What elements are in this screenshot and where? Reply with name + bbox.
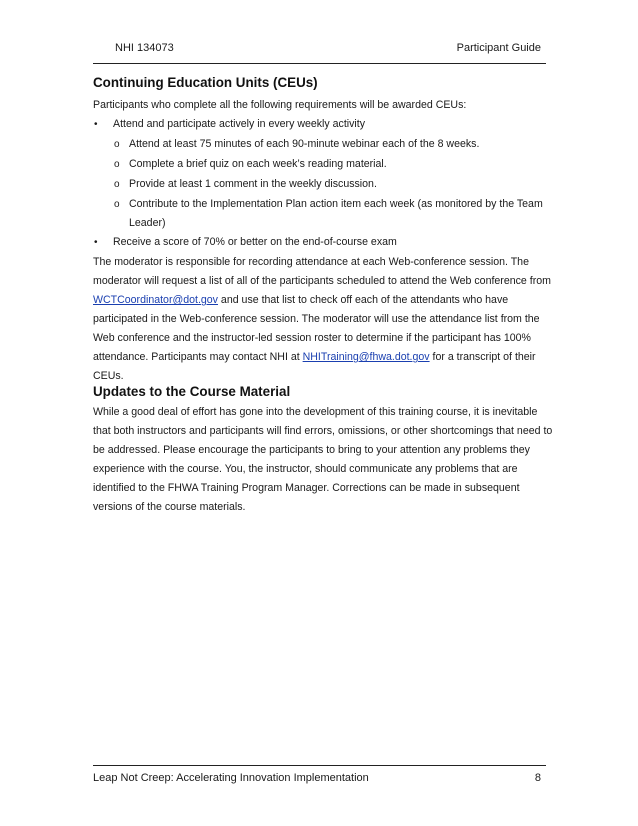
- ceu-intro: Participants who complete all the following requirements will be awarded CEUs:: [93, 99, 467, 111]
- paragraph-text: and use that list to check off each of the attendants who have participated in the Web-conference session. The moderator will use the attendance list from the Web conference and the instructor-led session roster to determine if the participant has 100% attendance. Participants may contact NHI at: [93, 294, 540, 363]
- ceu-heading: Continuing Education Units (CEUs): [93, 75, 318, 90]
- updates-heading: Updates to the Course Material: [93, 384, 291, 399]
- page-content: [93, 72, 553, 513]
- paragraph-text: The moderator is responsible for recording attendance at each Web-conference session. The moderator will request a list of all of the participants scheduled to attend the Web conference from: [93, 256, 551, 287]
- course-number: NHI 134073: [115, 42, 174, 54]
- page-header: [93, 37, 546, 64]
- requirements-list: [93, 115, 553, 252]
- sub-list-item: [93, 175, 553, 194]
- page-footer: [93, 765, 546, 784]
- circle-bullet-icon: o: [114, 159, 120, 170]
- attendance-paragraph: [93, 253, 553, 386]
- coordinator-email-link[interactable]: WCTCoordinator@dot.gov: [93, 294, 218, 306]
- circle-bullet-icon: o: [114, 179, 120, 190]
- circle-bullet-icon: o: [114, 199, 120, 210]
- paragraph-text: for a transcript of their CEUs.: [93, 351, 536, 382]
- bullet-text: Receive a score of 70% or better on the end-of-course exam: [113, 236, 397, 248]
- bullet-icon: •: [94, 119, 98, 130]
- sub-item-text: Provide at least 1 comment in the weekly discussion.: [129, 178, 377, 190]
- bullet-icon: •: [94, 237, 98, 248]
- updates-paragraph: While a good deal of effort has gone into the development of this training course, it is inevitable that both instructors and participants will find errors, omissions, or other shortcomings that need to be addressed. Please encourage the participants to bring to your attention any problems they experience with the course. You, the instructor, should communicate any problems that are identified to the FHWA Training Program Manager. Corrections can be made in subsequent versions of the course materials.: [93, 406, 553, 513]
- page-number: 8: [534, 772, 541, 784]
- sub-item-text: Attend at least 75 minutes of each 90-minute webinar each of the 8 weeks.: [129, 138, 480, 150]
- circle-bullet-icon: o: [114, 139, 120, 150]
- document-title: Leap Not Creep: Accelerating Innovation Implementation: [93, 772, 369, 784]
- sub-list-item: [93, 135, 553, 154]
- sub-list-item: [93, 155, 553, 174]
- training-email-link[interactable]: NHITraining@fhwa.dot.gov: [302, 351, 430, 363]
- sub-list-item: [93, 195, 553, 233]
- sub-item-text: Complete a brief quiz on each week’s reading material.: [129, 158, 387, 170]
- list-item: [93, 233, 553, 252]
- sub-item-text: Contribute to the Implementation Plan action item each week (as monitored by the Team Leader): [129, 198, 543, 229]
- bullet-text: Attend and participate actively in every weekly activity: [113, 118, 366, 130]
- guide-type: Participant Guide: [456, 42, 541, 54]
- list-item: [93, 115, 553, 233]
- sub-list: [113, 135, 553, 233]
